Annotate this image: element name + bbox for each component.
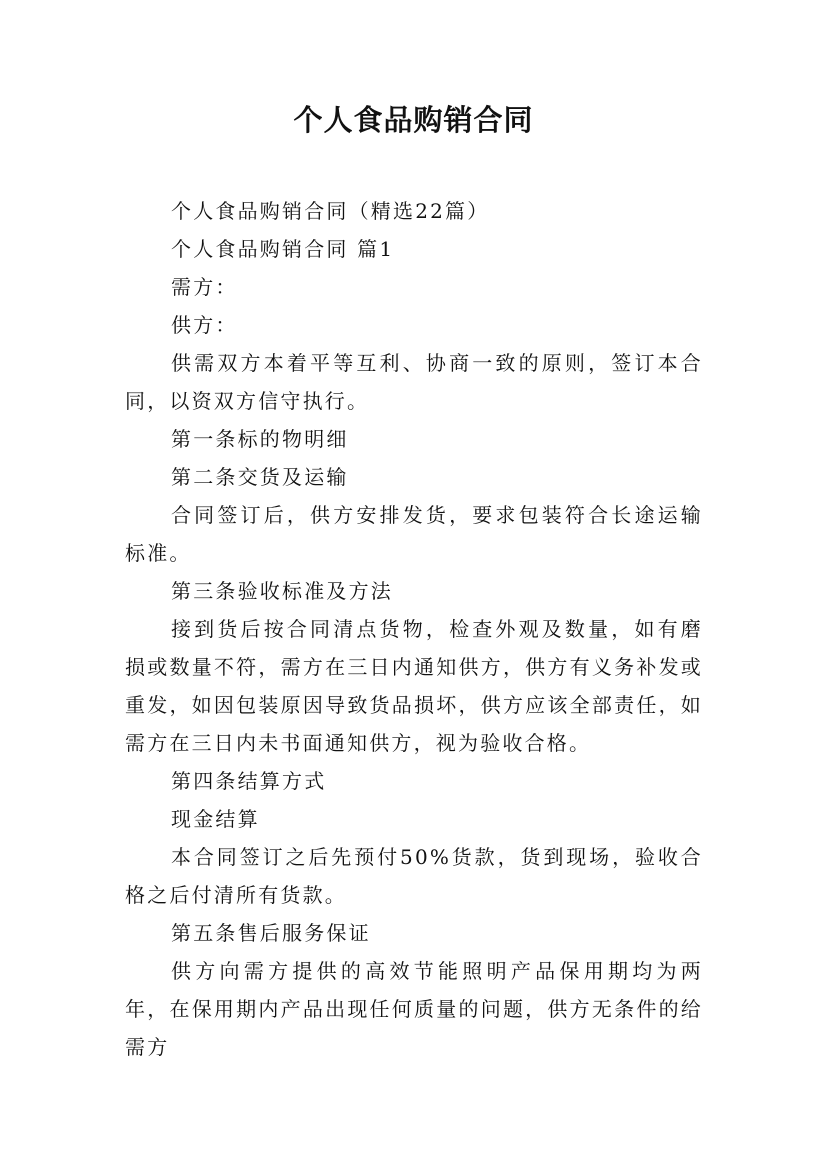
clause-heading: 第四条结算方式 (171, 769, 327, 793)
document-title: 个人食品购销合同 (293, 103, 534, 137)
paragraph: 供需双方本着平等互利、协商一致的原则，签订本合同，以资双方信守执行。 (125, 351, 703, 413)
clause-heading: 第二条交货及运输 (171, 465, 349, 489)
clause-heading: 第三条验收标准及方法 (171, 579, 393, 603)
seller-line: 供方： (171, 313, 238, 337)
section-heading: 个人食品购销合同 篇1 (171, 237, 395, 261)
heading-subtitle: 个人食品购销合同（精选22篇） (171, 199, 490, 223)
paragraph: 接到货后按合同清点货物，检查外观及数量，如有磨损或数量不符，需方在三日内通知供方，供方有义务补发或重发，如因包装原因导致货品损坏，供方应该全部责任，如需方在三日内未书面通知供方，视为验收合格。 (125, 617, 703, 755)
clause-heading: 第一条标的物明细 (171, 427, 349, 451)
paragraph: 现金结算 (171, 807, 260, 831)
paragraph: 供方向需方提供的高效节能照明产品保用期均为两年，在保用期内产品出现任何质量的问题，供方无条件的给需方 (125, 959, 703, 1059)
buyer-line: 需方： (171, 275, 238, 299)
paragraph: 本合同签订之后先预付50%货款，货到现场，验收合格之后付清所有货款。 (125, 845, 703, 907)
paragraph: 合同签订后，供方安排发货，要求包装符合长途运输标准。 (125, 503, 703, 565)
clause-heading: 第五条售后服务保证 (171, 921, 371, 945)
document-body (125, 192, 703, 1066)
